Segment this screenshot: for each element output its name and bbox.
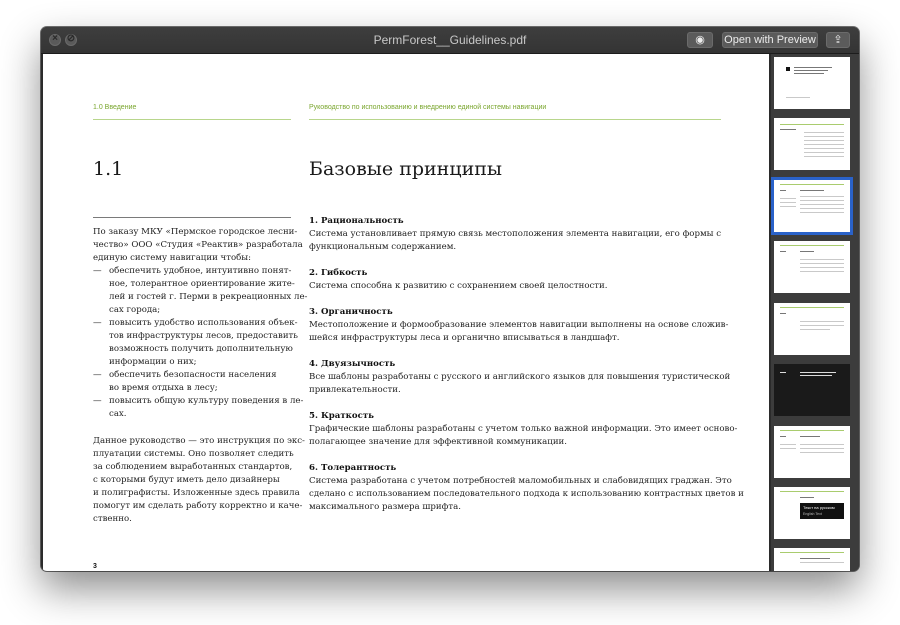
intro-line: По заказу МКУ «Пермское городское лесни- xyxy=(93,227,298,237)
principle-item xyxy=(309,462,744,514)
section-number: 1.1 xyxy=(93,158,124,180)
principle-heading: 6. Толерантность xyxy=(309,463,397,473)
thumb-line xyxy=(780,372,786,373)
share-icon: ⇪ xyxy=(833,34,843,46)
thumb-line xyxy=(800,200,844,201)
thumb-line xyxy=(780,436,786,437)
thumb-line xyxy=(800,448,844,449)
paragraph-line: помогут им сделать работу корректно и каче- xyxy=(93,501,303,511)
thumb-line xyxy=(780,491,844,492)
quicklook-window xyxy=(41,27,859,571)
thumb-line xyxy=(800,251,814,252)
page-thumbnail[interactable] xyxy=(774,303,850,355)
intro-text xyxy=(93,226,308,421)
thumb-line xyxy=(780,552,844,553)
principle-line: Система установливает прямую связь местоположения элемента навигации, его формы с xyxy=(309,229,722,239)
share-button[interactable] xyxy=(826,32,850,48)
page-thumbnail[interactable] xyxy=(774,364,850,416)
principle-item xyxy=(309,358,739,397)
principle-heading: 3. Органичность xyxy=(309,307,393,317)
thumb-line xyxy=(780,245,844,246)
thumb-line xyxy=(800,190,824,191)
running-header-right: Руководство по использованию и внедрению единой системы навигации xyxy=(309,104,547,111)
thumb-line xyxy=(794,73,824,74)
list-item xyxy=(93,395,304,421)
thumb-line xyxy=(800,212,844,213)
thumb-line xyxy=(800,204,844,205)
principle-item xyxy=(309,306,739,345)
principle-item xyxy=(309,410,739,449)
guide-paragraph xyxy=(93,435,305,526)
page-thumbnail[interactable] xyxy=(774,118,850,170)
principle-item xyxy=(309,267,739,293)
thumb-line xyxy=(780,444,796,445)
thumb-line xyxy=(800,558,830,559)
thumb-line xyxy=(800,321,844,322)
section-title: Базовые принципы xyxy=(309,158,503,180)
open-with-preview-button[interactable]: Open with Preview xyxy=(722,32,818,48)
running-header-left: 1.0 Введение xyxy=(93,104,137,111)
thumbnail-sidebar[interactable] xyxy=(771,54,859,571)
paragraph-line: за соблюдением выработанных стандартов, xyxy=(93,462,293,472)
close-icon: × xyxy=(52,33,58,44)
thumb-line xyxy=(780,448,796,449)
principle-heading: 4. Двуязычность xyxy=(309,359,396,369)
goals-list xyxy=(93,265,308,421)
page-thumbnail[interactable] xyxy=(774,57,850,109)
principle-line: функциональным содержанием. xyxy=(309,242,457,252)
thumb-line xyxy=(780,251,786,252)
thumb-line xyxy=(800,444,844,445)
list-item-line: возможность получить дополнительную xyxy=(109,344,293,354)
principle-line: шейся инфраструктуры леса и органично вписываться в ландшафт. xyxy=(309,333,620,343)
thumb-line xyxy=(800,497,814,498)
principle-heading: 2. Гибкость xyxy=(309,268,368,278)
thumb-line xyxy=(800,196,844,197)
thumb-line xyxy=(804,132,844,133)
principle-item xyxy=(309,215,739,254)
intro-line: чество» ООО «Студия «Реактив» разработала xyxy=(93,240,303,250)
intro-line: единую систему навигации чтобы: xyxy=(93,253,252,263)
thumb-line xyxy=(780,430,844,431)
page-thumbnail[interactable] xyxy=(774,241,850,293)
paragraph-line: плуатации системы. Оно позволяет следить xyxy=(93,449,294,459)
principle-heading: 5. Краткость xyxy=(309,411,375,421)
paragraph-line: с которыми будут иметь дело дизайнеры xyxy=(93,475,280,485)
thumb-line xyxy=(804,148,844,149)
list-item-line: сах города; xyxy=(109,305,161,315)
thumb-line xyxy=(800,452,844,453)
principle-line: Графические шаблоны разработаны с учетом только важной информации. Это имеет осново- xyxy=(309,424,738,434)
principle-line: Система способна к развитию с сохранением своей целостности. xyxy=(309,281,608,291)
principle-line: сделано с использованием последовательного подхода к использованию контрастных цветов и xyxy=(309,489,744,499)
thumb-line xyxy=(800,436,820,437)
thumb-line xyxy=(780,124,844,125)
thumb-caption: Текст на русском xyxy=(803,505,835,510)
thumb-line xyxy=(804,152,844,153)
thumb-line xyxy=(800,267,844,268)
thumb-line xyxy=(800,325,844,326)
thumb-line xyxy=(794,67,832,68)
principle-line: привлекательности. xyxy=(309,385,401,395)
thumb-line xyxy=(800,375,832,376)
principle-line: Местоположение и формообразование элементов навигации выполнены на основе сложив- xyxy=(309,320,729,330)
list-item-line: информации о них; xyxy=(109,357,197,367)
header-rule-right xyxy=(309,119,721,120)
paragraph-line: Данное руководство — это инструкция по экс- xyxy=(93,436,305,446)
pdf-page xyxy=(43,54,769,571)
principle-line: Система разработана с учетом потребностей маломобильных и слабовидящих граджан. Это xyxy=(309,476,732,486)
page-thumbnail-selected[interactable] xyxy=(774,180,850,232)
thumb-line xyxy=(804,136,844,137)
list-item xyxy=(93,369,301,395)
list-item-line: — обеспечить удобное, интуитивно понят- xyxy=(109,266,292,276)
thumb-logo xyxy=(786,67,790,71)
thumb-line xyxy=(804,156,844,157)
list-item-line: — обеспечить безопасности населения xyxy=(109,370,277,380)
list-item xyxy=(93,317,301,369)
thumb-line xyxy=(780,313,786,314)
list-item-line: сах. xyxy=(109,409,127,419)
thumb-line xyxy=(780,198,796,199)
markup-button[interactable] xyxy=(687,32,713,48)
thumb-line xyxy=(804,140,844,141)
thumb-line xyxy=(800,372,836,373)
title-bar xyxy=(41,27,859,54)
principles-list xyxy=(309,215,744,527)
section-divider xyxy=(93,217,291,218)
page-thumbnail[interactable] xyxy=(774,487,850,539)
principle-line: полагающее значение для эффективной коммуникации. xyxy=(309,437,568,447)
thumb-line xyxy=(800,208,844,209)
thumb-line xyxy=(800,562,844,563)
thumb-line xyxy=(780,206,796,207)
thumb-line xyxy=(786,97,810,98)
thumb-line xyxy=(780,190,786,191)
fullscreen-icon: ⊘ xyxy=(66,33,76,44)
thumb-line xyxy=(804,144,844,145)
thumb-line xyxy=(780,202,796,203)
list-item-line: лей и гостей г. Перми в рекреационных ле- xyxy=(109,292,308,302)
list-item-line: тов инфраструктуры лесов, предоставить xyxy=(109,331,298,341)
list-item-line: — повысить общую культуру поведения в ле- xyxy=(109,396,304,406)
page-number: 3 xyxy=(93,563,97,570)
list-item-line: — повысить удобство использования объек- xyxy=(109,318,298,328)
markup-icon: ◉ xyxy=(695,34,705,46)
page-thumbnail[interactable] xyxy=(774,548,850,571)
thumb-line xyxy=(800,259,844,260)
principle-line: Все шаблоны разработаны с русского и английского языков для повышения туристической xyxy=(309,372,731,382)
page-thumbnail[interactable] xyxy=(774,426,850,478)
paragraph-line: и полиграфисты. Изложенные здесь правила xyxy=(93,488,300,498)
principle-heading: 1. Рациональность xyxy=(309,216,404,226)
thumb-line xyxy=(800,271,844,272)
thumb-line xyxy=(780,129,796,130)
thumb-line xyxy=(780,307,844,308)
list-item-line: во время отдыха в лесу; xyxy=(109,383,218,393)
thumb-line xyxy=(780,184,844,185)
list-item-line: ное, толерантное ориентирование жите- xyxy=(109,279,295,289)
paragraph-line: ственно. xyxy=(93,514,132,524)
thumb-line xyxy=(794,70,828,71)
list-item xyxy=(93,265,308,317)
principle-line: максимального размера шрифта. xyxy=(309,502,461,512)
thumb-line xyxy=(800,329,830,330)
thumb-caption: English Text xyxy=(803,512,822,516)
header-rule-left xyxy=(93,119,291,120)
thumb-line xyxy=(800,263,844,264)
window-title: PermForest__Guidelines.pdf xyxy=(373,33,527,47)
